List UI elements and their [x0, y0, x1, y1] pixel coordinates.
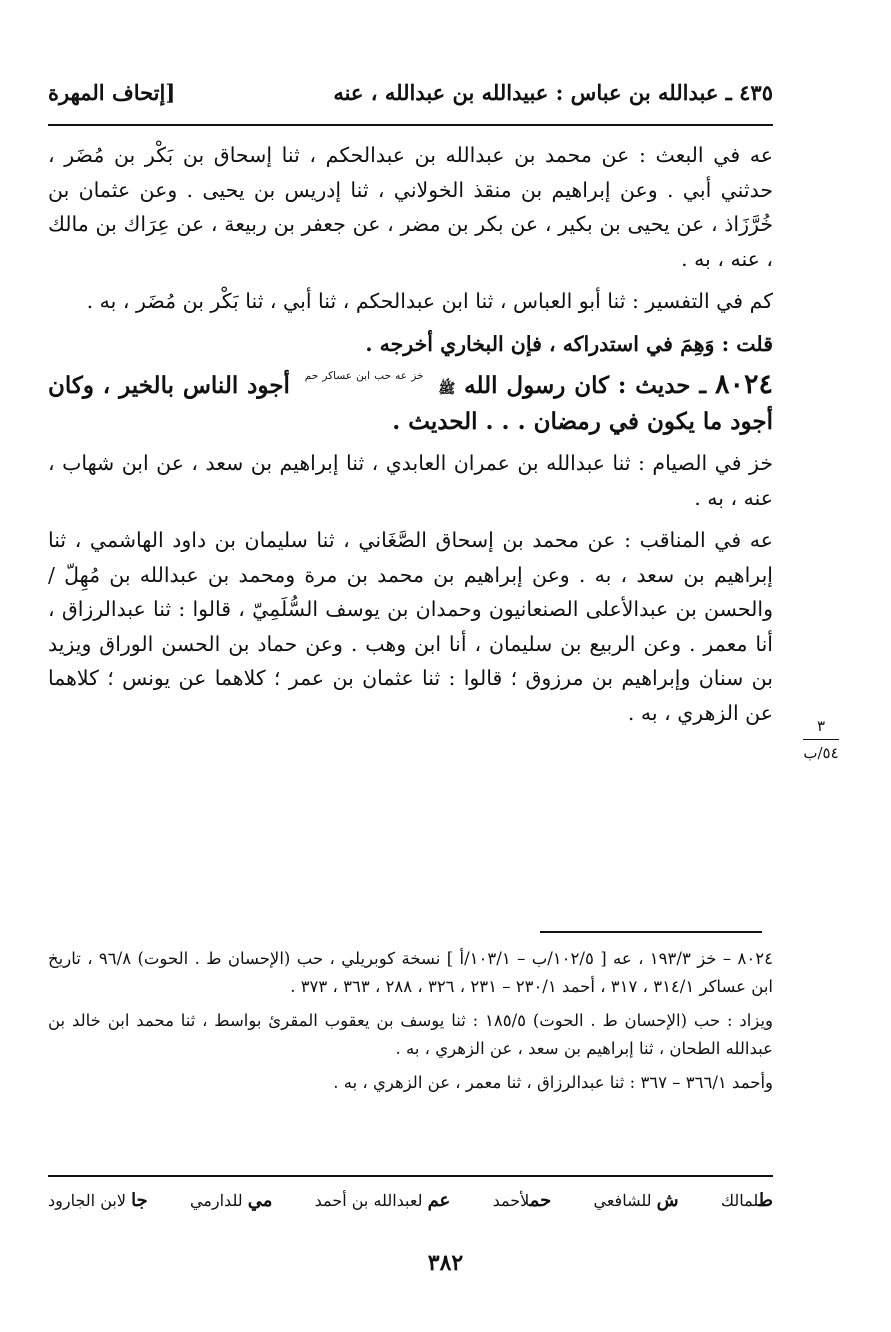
footnotes [48, 945, 773, 1103]
abbreviations-key [48, 1190, 773, 1211]
header-rule [48, 124, 773, 126]
abbreviation-item: ش للشافعي [593, 1190, 679, 1211]
paragraph-siyam: خز في الصيام : ثنا عبدالله بن عمران العابدي ، ثنا إبراهيم بن سعد ، عن ابن شهاب ، عنه ، به . [48, 451, 773, 510]
folio-note-top: ٣ [816, 717, 826, 735]
footnote-2: ويزاد : حب (الإحسان ط . الحوت) ١٨٥/٥ : ثنا يوسف بن يعقوب المقرئ بواسط ، ثنا محمد ابن خالد بن عبدالله الطحان ، ثنا إبراهيم بن سعد ، عن الزهري ، به . [48, 1011, 774, 1058]
running-header [48, 80, 773, 116]
page-number: ٣٨٢ [427, 1250, 464, 1276]
chapter-title: ٤٣٥ ـ عبدالله بن عباس : عبيدالله بن عبدالله ، عنه [333, 80, 773, 105]
paragraph-ba-th: عه في البعث : عن محمد بن عبدالله بن عبدالحكم ، ثنا إسحاق بن بَكْر بن مُضَر ، حدثني أبي . وعن إبراهيم بن منقذ الخولاني ، ثنا إدريس بن يحيى . وعن عثمان بن خُرَّزَاذ ، عن يحيى بن بكير ، عن بكر بن مضر ، عن جعفر بن ربيعة ، عن عِرَاك بن مالك ، عنه ، به . [48, 143, 773, 271]
footnote-rule [540, 931, 762, 933]
book-title: [إتحاف المهرة [48, 80, 176, 105]
paragraph-comment: قلت : وَهِمَ في استدراكه ، فإن البخاري أخرجه . [365, 331, 773, 356]
hadith-text-end: أجود الناس بالخير ، وكان أجود ما يكون في رمضان . . . الحديث . [48, 372, 773, 435]
hadith-heading [48, 369, 773, 438]
salla-symbol: ﷺ [438, 381, 456, 397]
abbreviation-item: طلمالك [720, 1190, 773, 1211]
abbreviation-item: مي للدارمي [189, 1190, 273, 1211]
folio-note-bottom: ٥٤/ب [803, 739, 838, 764]
paragraph-tafsir: كم في التفسير : ثنا أبو العباس ، ثنا ابن عبدالحكم ، ثنا أبي ، ثنا بَكْر بن مُضَر ، به . [86, 289, 773, 313]
abbreviation-item: جا لابن الجارود [48, 1190, 148, 1211]
footnote-3: وأحمد ٣٦٦/١ – ٣٦٧ : ثنا عبدالرزاق ، ثنا معمر ، عن الزهري ، به . [333, 1073, 773, 1092]
hadith-text-start: كان رسول الله [464, 372, 610, 399]
hadith-sources: خز عه حب ابن عساكر حم [304, 370, 424, 382]
footnote-1: ٨٠٢٤ – خز ١٩٣/٣ ، عه [ ١٠٢/٥/ب – ١٠٣/١/أ ] نسخة كوبريلي ، حب (الإحسان ط . الحوت) ٩٦/٨ ، تاريخ ابن عساكر ٣١٤/١ ، ٣١٧ ، أحمد ٢٣٠/١ – ٢٣١ ، ٣٢٦ ، ٢٨٨ ، ٣٦٣ ، ٣٧٣ . [48, 949, 773, 996]
hadith-number: ٨٠٢٤ [714, 369, 773, 400]
abbreviations-rule [48, 1175, 773, 1177]
abbreviation-item: حملأحمد [492, 1190, 552, 1211]
abbreviation-item: عم لعبدالله بن أحمد [314, 1190, 451, 1211]
manuscript-folio-note [790, 715, 852, 764]
hadith-label: ـ حديث : [617, 372, 707, 399]
paragraph-manaqib: عه في المناقب : عن محمد بن إسحاق الصَّغَاني ، ثنا سليمان بن داود الهاشمي ، ثنا إبراهيم بن سعد ، به . وعن إبراهيم بن محمد بن مرة ومحمد بن عبدالله بن مُهِلّ / والحسن بن عبدالأعلى الصنعانيون وحمدان بن يوسف السُّلَمِيّ ، قالوا : ثنا عبدالرزاق ، أنا معمر . وعن الربيع بن سليمان ، أنا ابن وهب . وعن حماد بن الحسن الوراق ويزيد بن سنان وإبراهيم بن مرزوق ؛ قالوا : ثنا عثمان بن عمر ؛ كلاهما عن يونس ؛ كلاهما عن الزهري ، به . [48, 528, 773, 725]
main-text [48, 138, 773, 730]
